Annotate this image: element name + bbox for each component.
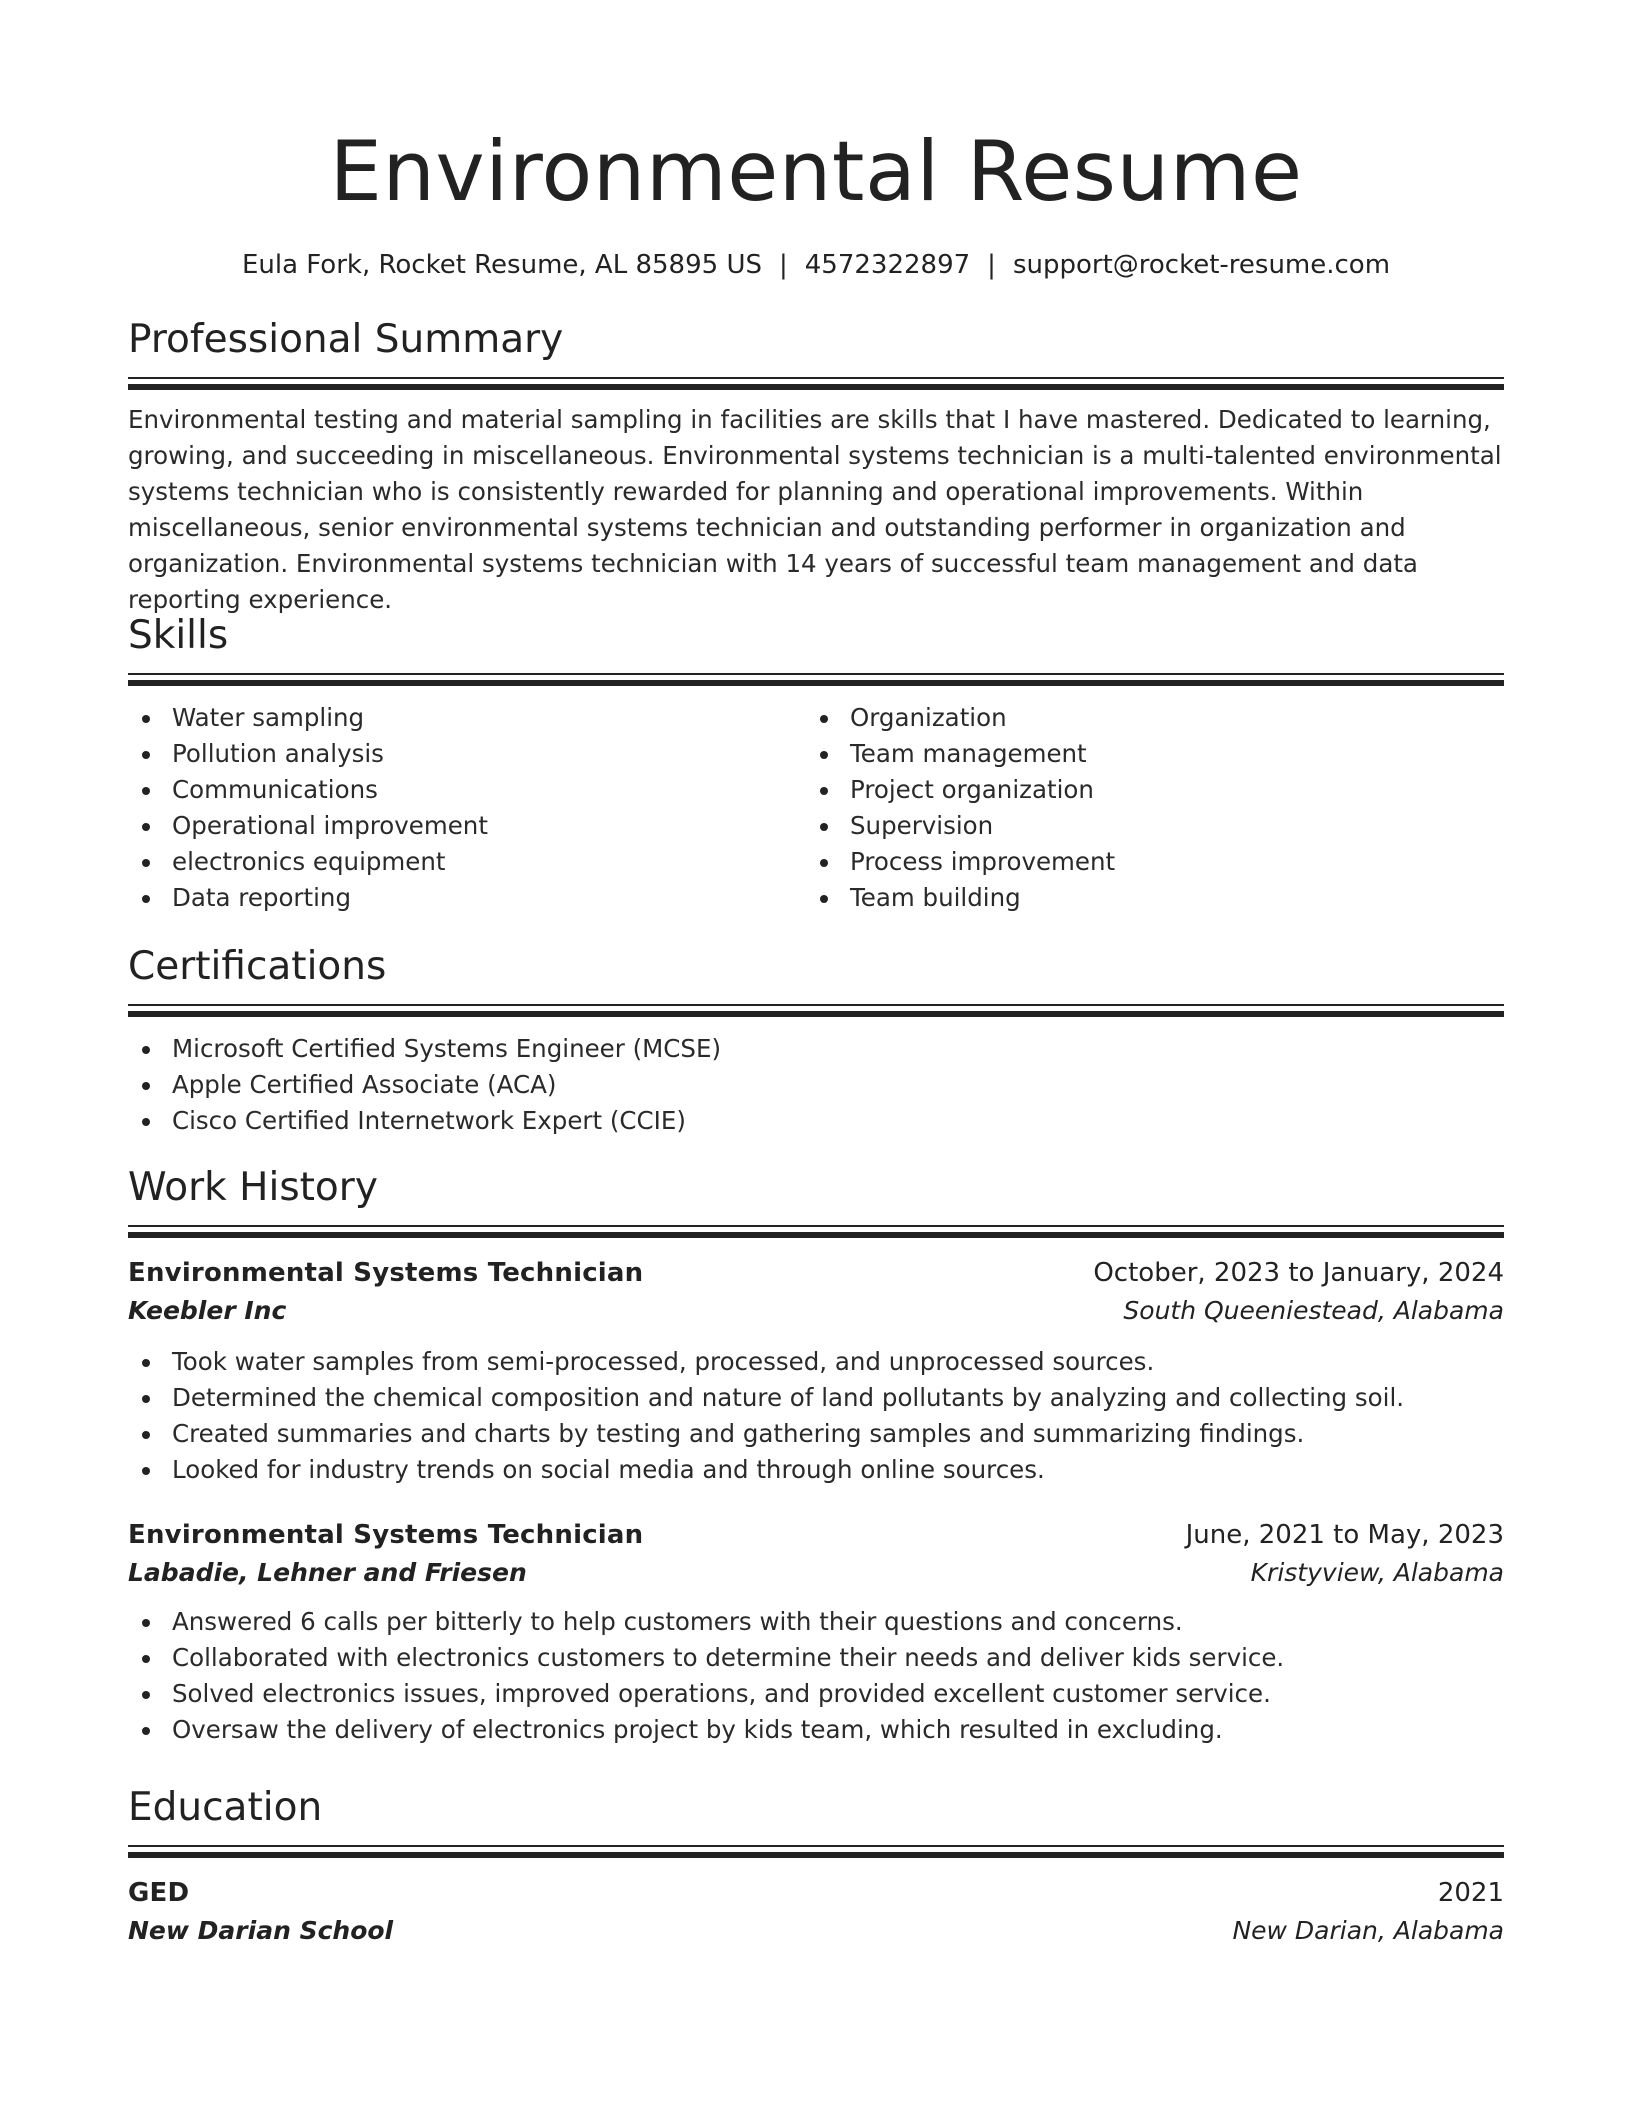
list-item: Determined the chemical composition and nature of land pollutants by analyzing and collecting soil. — [128, 1380, 1504, 1416]
list-item: Oversaw the delivery of electronics project by kids team, which resulted in excluding. — [128, 1712, 1504, 1748]
job-dates: June, 2021 to May, 2023 — [1185, 1520, 1504, 1550]
list-item: Communications — [128, 772, 806, 808]
job-header — [128, 1254, 1504, 1292]
education-subheader — [128, 1912, 1504, 1950]
list-item: Team management — [806, 736, 1484, 772]
list-item: Supervision — [806, 808, 1484, 844]
list-item: Solved electronics issues, improved operations, and provided excellent customer service. — [128, 1676, 1504, 1712]
job-entry — [128, 1516, 1504, 1748]
list-item: Process improvement — [806, 844, 1484, 880]
certifications-list — [128, 1031, 1504, 1139]
education-location: New Darian, Alabama — [1232, 1916, 1504, 1945]
certifications-section — [128, 942, 1504, 1139]
list-item: electronics equipment — [128, 844, 806, 880]
contact-line — [128, 247, 1504, 283]
section-divider — [128, 1011, 1504, 1017]
contact-phone: 4572322897 — [804, 250, 971, 280]
summary-heading: Professional Summary — [128, 317, 564, 362]
job-subheader — [128, 1554, 1504, 1592]
job-title: Environmental Systems Technician — [128, 1520, 644, 1550]
skills-columns — [128, 700, 1504, 916]
section-divider — [128, 673, 1504, 675]
education-school: New Darian School — [128, 1916, 394, 1945]
list-item: Team building — [806, 880, 1484, 916]
list-item: Created summaries and charts by testing and gathering samples and summarizing findings. — [128, 1416, 1504, 1452]
education-year: 2021 — [1437, 1878, 1504, 1908]
section-divider — [128, 1232, 1504, 1238]
work-heading: Work History — [128, 1165, 378, 1210]
section-divider — [128, 1004, 1504, 1006]
contact-email: support@rocket-resume.com — [1012, 250, 1391, 280]
list-item: Took water samples from semi-processed, processed, and unprocessed sources. — [128, 1344, 1504, 1380]
resume-page — [128, 0, 1504, 1945]
education-header — [128, 1874, 1504, 1912]
job-subheader — [128, 1292, 1504, 1330]
list-item: Water sampling — [128, 700, 806, 736]
section-divider — [128, 1852, 1504, 1858]
summary-section — [128, 315, 1504, 618]
section-divider — [128, 377, 1504, 379]
summary-text: Environmental testing and material sampling in facilities are skills that I have mastered. Dedicated to learning, growing, and succeeding in miscellaneous. Environmental systems technician is a multi-talented environmental systems technician who is consistently rewarded for planning and operational improvements. Within miscellaneous, senior environmental systems technician and outstanding performer in organization and organization. Environmental systems technician with 14 years of successful team management and data reporting experience. — [128, 405, 1502, 614]
skills-section — [128, 611, 1504, 916]
list-item: Cisco Certified Internetwork Expert (CCIE) — [128, 1103, 1504, 1139]
section-divider — [128, 1225, 1504, 1227]
list-item: Apple Certified Associate (ACA) — [128, 1067, 1504, 1103]
skills-heading: Skills — [128, 613, 229, 658]
education-heading: Education — [128, 1785, 323, 1830]
list-item: Data reporting — [128, 880, 806, 916]
job-dates: October, 2023 to January, 2024 — [1093, 1258, 1504, 1288]
job-location: Kristyview, Alabama — [1250, 1558, 1504, 1587]
certifications-heading: Certifications — [128, 944, 387, 989]
list-item: Microsoft Certified Systems Engineer (MCSE) — [128, 1031, 1504, 1067]
job-company: Keebler Inc — [128, 1296, 287, 1325]
list-item: Looked for industry trends on social media and through online sources. — [128, 1452, 1504, 1488]
section-divider — [128, 1845, 1504, 1847]
resume-title: Environmental Resume — [329, 123, 1303, 220]
job-header — [128, 1516, 1504, 1554]
job-company: Labadie, Lehner and Friesen — [128, 1558, 527, 1587]
skills-list-left — [128, 700, 806, 916]
list-item: Answered 6 calls per bitterly to help customers with their questions and concerns. — [128, 1604, 1504, 1640]
education-entry — [128, 1874, 1504, 1950]
skills-list-right — [806, 700, 1484, 916]
contact-separator: | — [987, 250, 996, 280]
contact-address: Eula Fork, Rocket Resume, AL 85895 US — [241, 250, 762, 280]
section-divider — [128, 384, 1504, 390]
education-degree: GED — [128, 1878, 190, 1908]
list-item: Collaborated with electronics customers to determine their needs and deliver kids service. — [128, 1640, 1504, 1676]
work-section — [128, 1163, 1504, 1748]
job-bullets — [128, 1604, 1504, 1748]
job-bullets — [128, 1344, 1504, 1488]
contact-separator: | — [778, 250, 788, 280]
education-section — [128, 1783, 1504, 1950]
job-entry — [128, 1254, 1504, 1488]
job-title: Environmental Systems Technician — [128, 1258, 644, 1288]
list-item: Organization — [806, 700, 1484, 736]
list-item: Project organization — [806, 772, 1484, 808]
list-item: Operational improvement — [128, 808, 806, 844]
list-item: Pollution analysis — [128, 736, 806, 772]
section-divider — [128, 680, 1504, 686]
job-location: South Queeniestead, Alabama — [1123, 1296, 1504, 1325]
